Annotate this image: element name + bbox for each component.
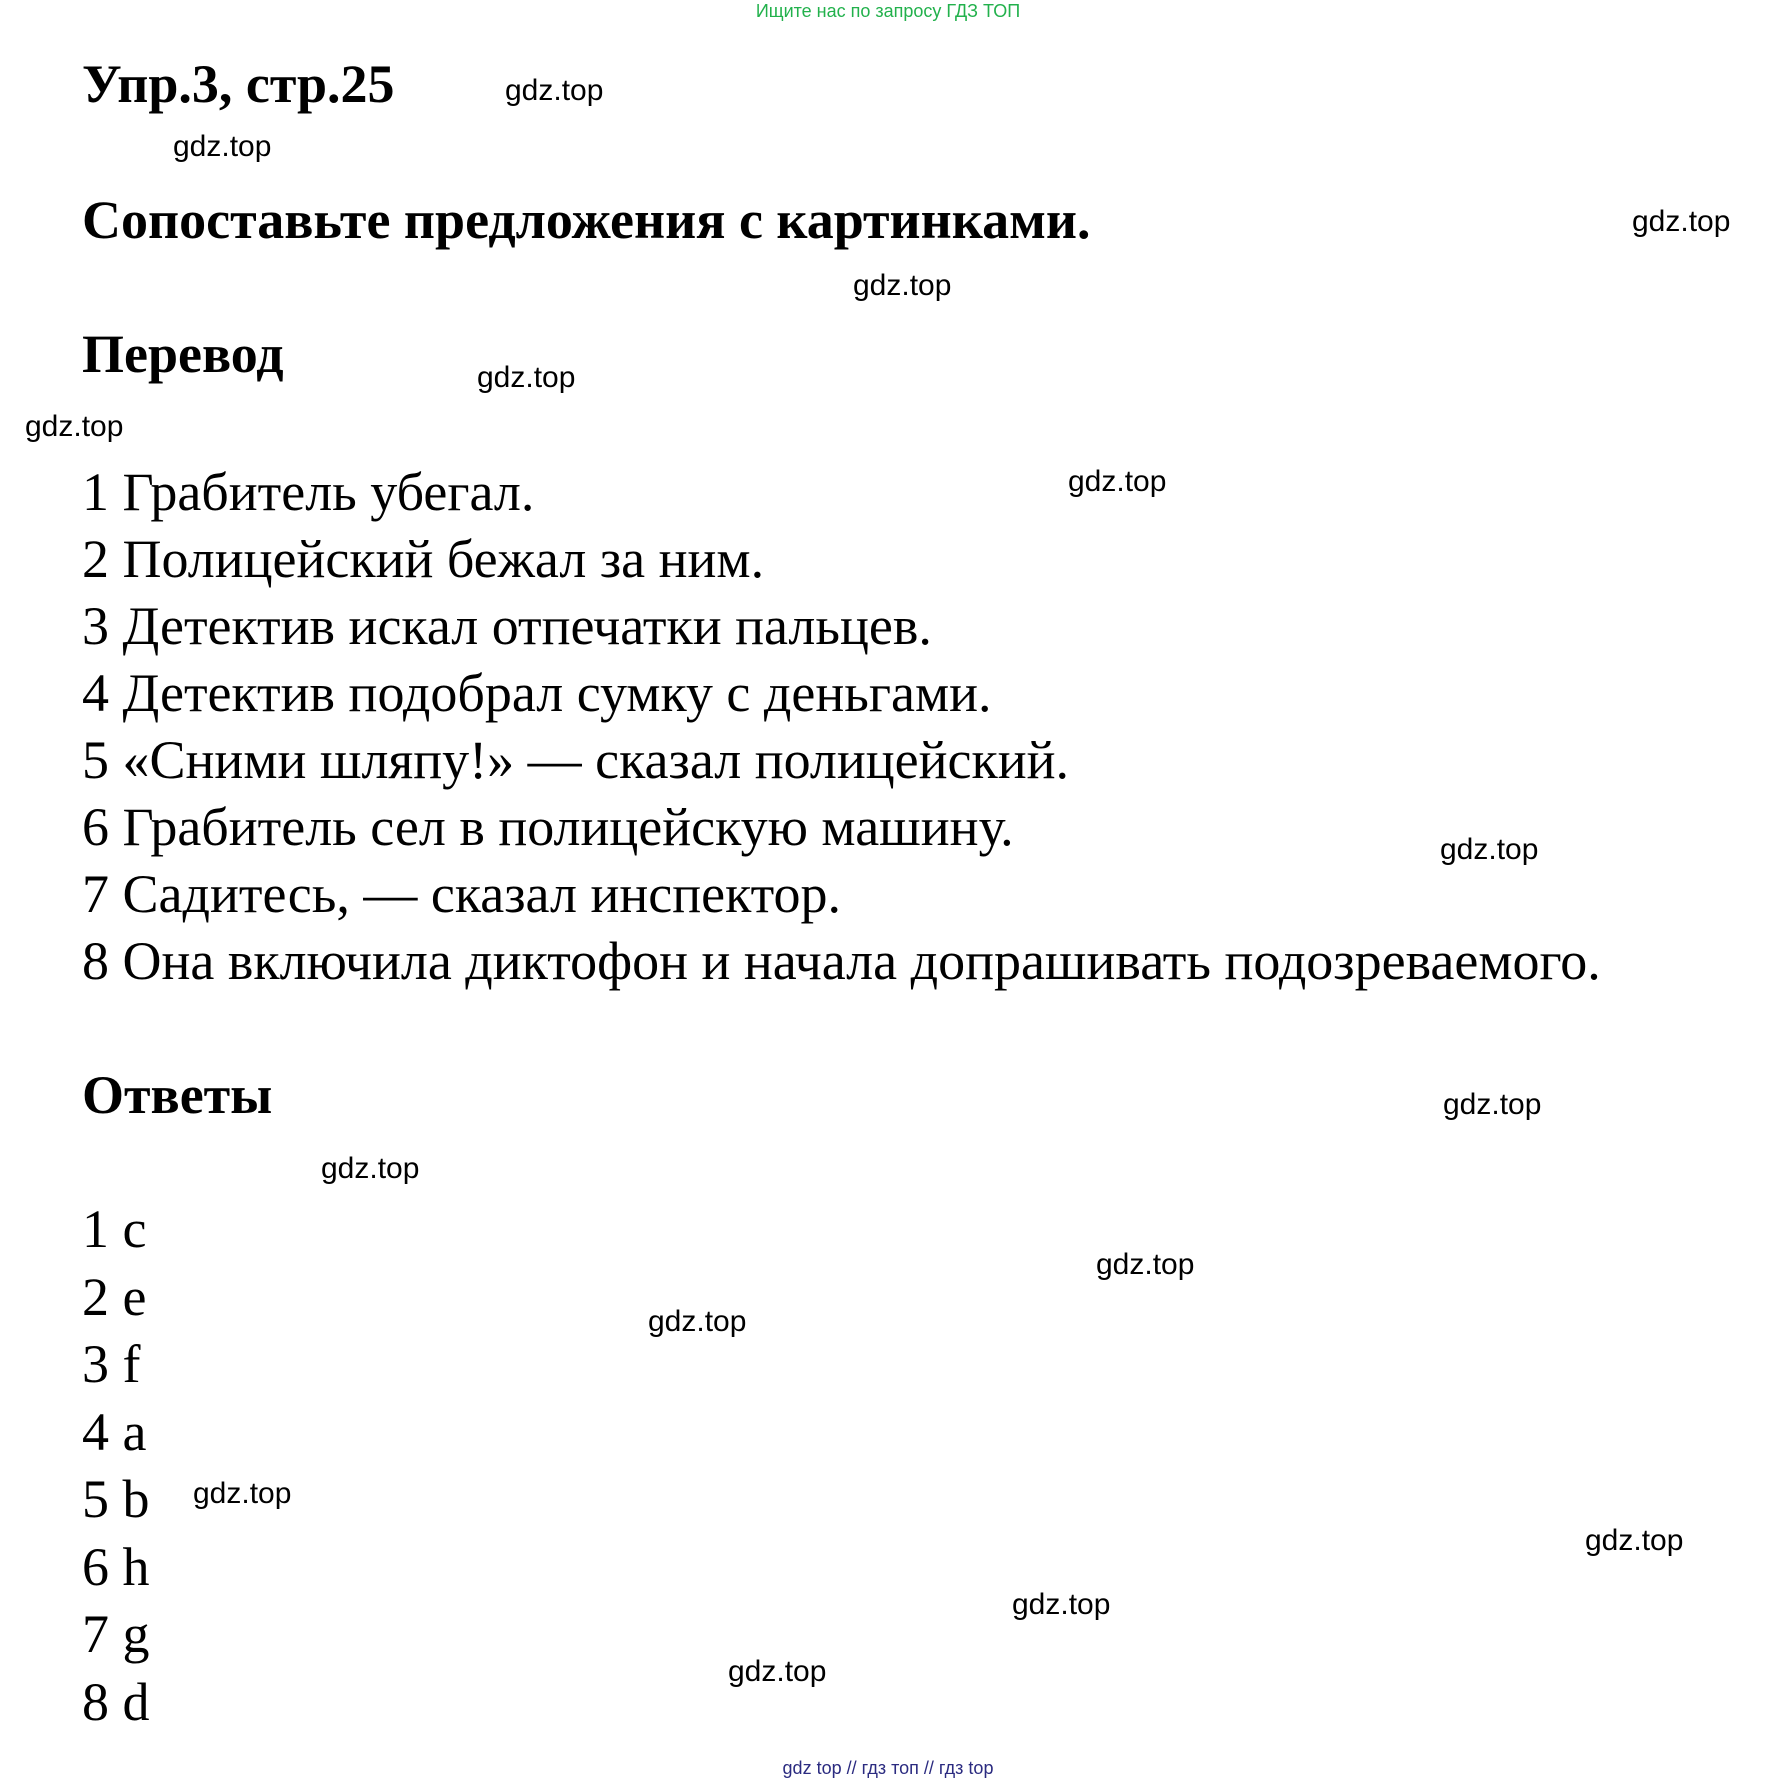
translation-line: 2 Полицейский бежал за ним. xyxy=(82,529,765,589)
watermark: gdz.top xyxy=(193,1477,292,1510)
answer-line: 8 d xyxy=(82,1671,150,1732)
translation-line: 4 Детектив подобрал сумку с деньгами. xyxy=(82,663,992,723)
translation-line: 7 Садитесь, — сказал инспектор. xyxy=(82,864,841,924)
answer-line: 7 g xyxy=(82,1604,150,1664)
translation-line: 8 Она включила диктофон и начала допрашивать подозреваемого. xyxy=(82,931,1601,991)
answer-line: 2 e xyxy=(82,1266,147,1327)
watermark: gdz.top xyxy=(648,1305,747,1338)
answer-line: 5 b xyxy=(82,1469,150,1529)
translation-heading: Перевод xyxy=(82,324,284,384)
top-banner: Ищите нас по запросу ГДЗ ТОП xyxy=(755,1,1021,21)
answer-line: 3 f xyxy=(82,1334,141,1394)
watermark: gdz.top xyxy=(1068,465,1167,498)
answer-line: 1 c xyxy=(82,1199,147,1259)
translation-line: 6 Грабитель сел в полицейскую машину. xyxy=(82,797,1014,857)
watermark: gdz.top xyxy=(505,74,604,107)
watermark: gdz.top xyxy=(1012,1588,1111,1621)
exercise-title: Упр.3, стр.25 xyxy=(82,54,395,114)
watermark: gdz.top xyxy=(173,130,272,163)
watermark: gdz.top xyxy=(853,269,952,302)
answer-line: 4 a xyxy=(82,1401,147,1462)
watermark: gdz.top xyxy=(1632,205,1731,238)
translation-list xyxy=(82,459,1601,995)
answers-list xyxy=(82,1196,150,1736)
watermark: gdz.top xyxy=(1443,1088,1542,1121)
watermark: gdz.top xyxy=(1096,1248,1195,1281)
answer-line: 6 h xyxy=(82,1536,150,1597)
translation-line: 1 Грабитель убегал. xyxy=(82,462,535,522)
instruction-heading: Сопоставьте предложения с картинками. xyxy=(82,190,1091,250)
watermark: gdz.top xyxy=(1585,1524,1684,1557)
translation-line: 3 Детектив искал отпечатки пальцев. xyxy=(82,596,932,656)
watermark: gdz.top xyxy=(477,361,576,394)
watermark: gdz.top xyxy=(321,1152,420,1185)
translation-line: 5 «Сними шляпу!» — сказал полицейский. xyxy=(82,730,1070,790)
watermark: gdz.top xyxy=(728,1655,827,1688)
watermark: gdz.top xyxy=(25,410,124,443)
watermark: gdz.top xyxy=(1440,833,1539,866)
answers-heading: Ответы xyxy=(82,1065,273,1125)
footer: gdz top // гдз топ // гдз top xyxy=(782,1758,994,1778)
